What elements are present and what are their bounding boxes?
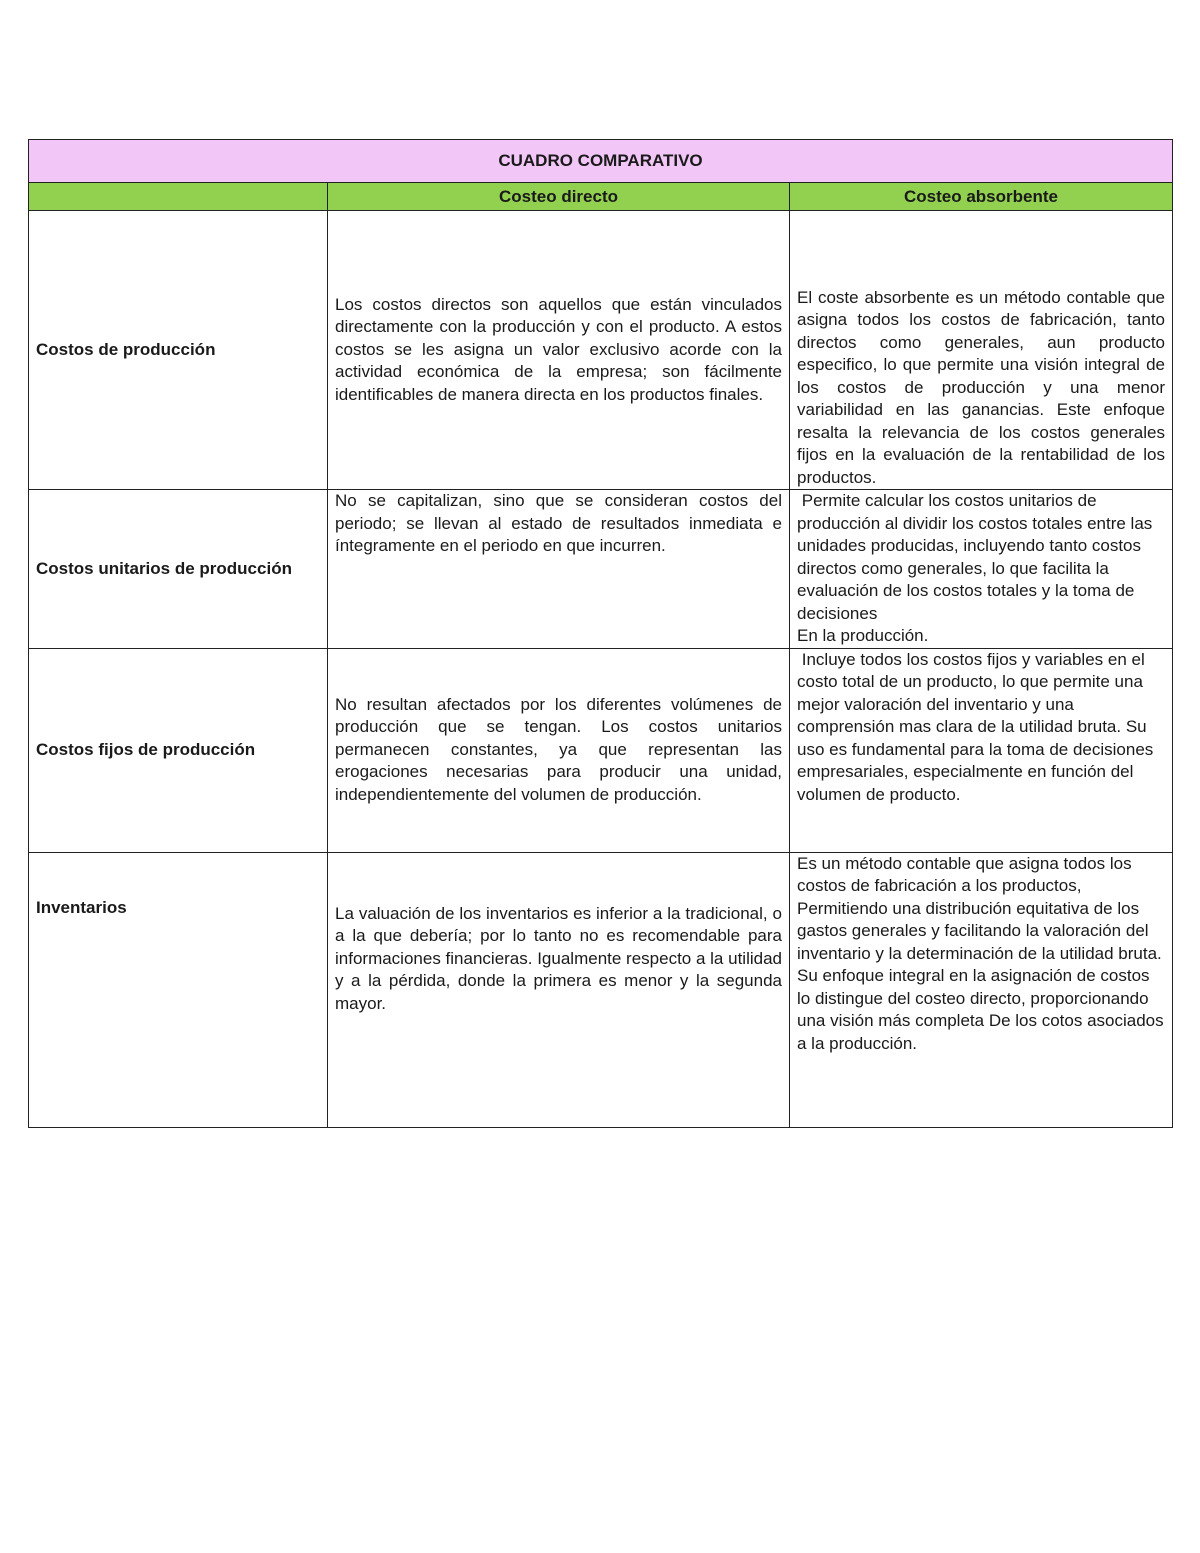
cell-directo-costos-produccion: Los costos directos son aquellos que están vinculados directamente con la producción y con el producto. A estos costos se les asigna un valor exclusivo acorde con la actividad económica de la empresa; son fácilmente identificables de manera directa en los productos finales. xyxy=(328,211,790,490)
cell-absorbente-costos-unitarios xyxy=(790,490,1173,649)
absorbente-costos-unitarios-extra: En la producción. xyxy=(797,626,929,645)
comparison-table xyxy=(28,139,1173,1128)
table-row xyxy=(29,490,1173,649)
cell-absorbente-costos-produccion: El coste absorbente es un método contable que asigna todos los costos de fabricación, tanto directos como generales, aun producto especifico, lo que permite una visión integral de los costos de producción y una menor variabilidad en las ganancias. Este enfoque resalta la relevancia de los costos generales fijos en la evaluación de la rentabilidad de los productos. xyxy=(790,211,1173,490)
table-row xyxy=(29,852,1173,1127)
cell-directo-costos-fijos: No resultan afectados por los diferentes volúmenes de producción que se tengan. Los costos unitarios permanecen constantes, ya que representan las erogaciones necesarias para producir una unidad, independientemente del volumen de producción. xyxy=(328,648,790,852)
header-costeo-directo: Costeo directo xyxy=(328,183,790,211)
row-label-costos-fijos: Costos fijos de producción xyxy=(29,648,328,852)
header-row xyxy=(29,183,1173,211)
table-title: CUADRO COMPARATIVO xyxy=(29,140,1173,183)
row-label-inventarios: Inventarios xyxy=(29,852,328,1127)
header-empty xyxy=(29,183,328,211)
table-row xyxy=(29,648,1173,852)
cell-directo-inventarios: La valuación de los inventarios es inferior a la tradicional, o a la que debería; por lo tanto no es recomendable para informaciones financieras. Igualmente respecto a la utilidad y a la pérdida, donde la primera es menor y la segunda mayor. xyxy=(328,852,790,1127)
title-row xyxy=(29,140,1173,183)
cell-absorbente-costos-fijos: Incluye todos los costos fijos y variables en el costo total de un producto, lo que permite una mejor valoración del inventario y una comprensión mas clara de la utilidad bruta. Su uso es fundamental para la toma de decisiones empresariales, especialmente en función del volumen de producto. xyxy=(790,648,1173,852)
row-label-costos-unitarios: Costos unitarios de producción xyxy=(29,490,328,649)
row-label-costos-produccion: Costos de producción xyxy=(29,211,328,490)
table-row xyxy=(29,211,1173,490)
cell-absorbente-inventarios: Es un método contable que asigna todos los costos de fabricación a los productos, Permitiendo una distribución equitativa de los gastos generales y facilitando la valoración del inventario y la determinación de la utilidad bruta. Su enfoque integral en la asignación de costos lo distingue del costeo directo, proporcionando una visión más completa De los cotos asociados a la producción. xyxy=(790,852,1173,1127)
cell-directo-costos-unitarios: No se capitalizan, sino que se consideran costos del periodo; se llevan al estado de resultados inmediata e íntegramente en el periodo en que incurren. xyxy=(328,490,790,649)
header-costeo-absorbente: Costeo absorbente xyxy=(790,183,1173,211)
absorbente-costos-unitarios-text: Permite calcular los costos unitarios de producción al dividir los costos totales entre las unidades producidas, incluyendo tanto costos directos como generales, lo que facilita la evaluación de los costos totales y la toma de decisiones xyxy=(797,491,1158,623)
